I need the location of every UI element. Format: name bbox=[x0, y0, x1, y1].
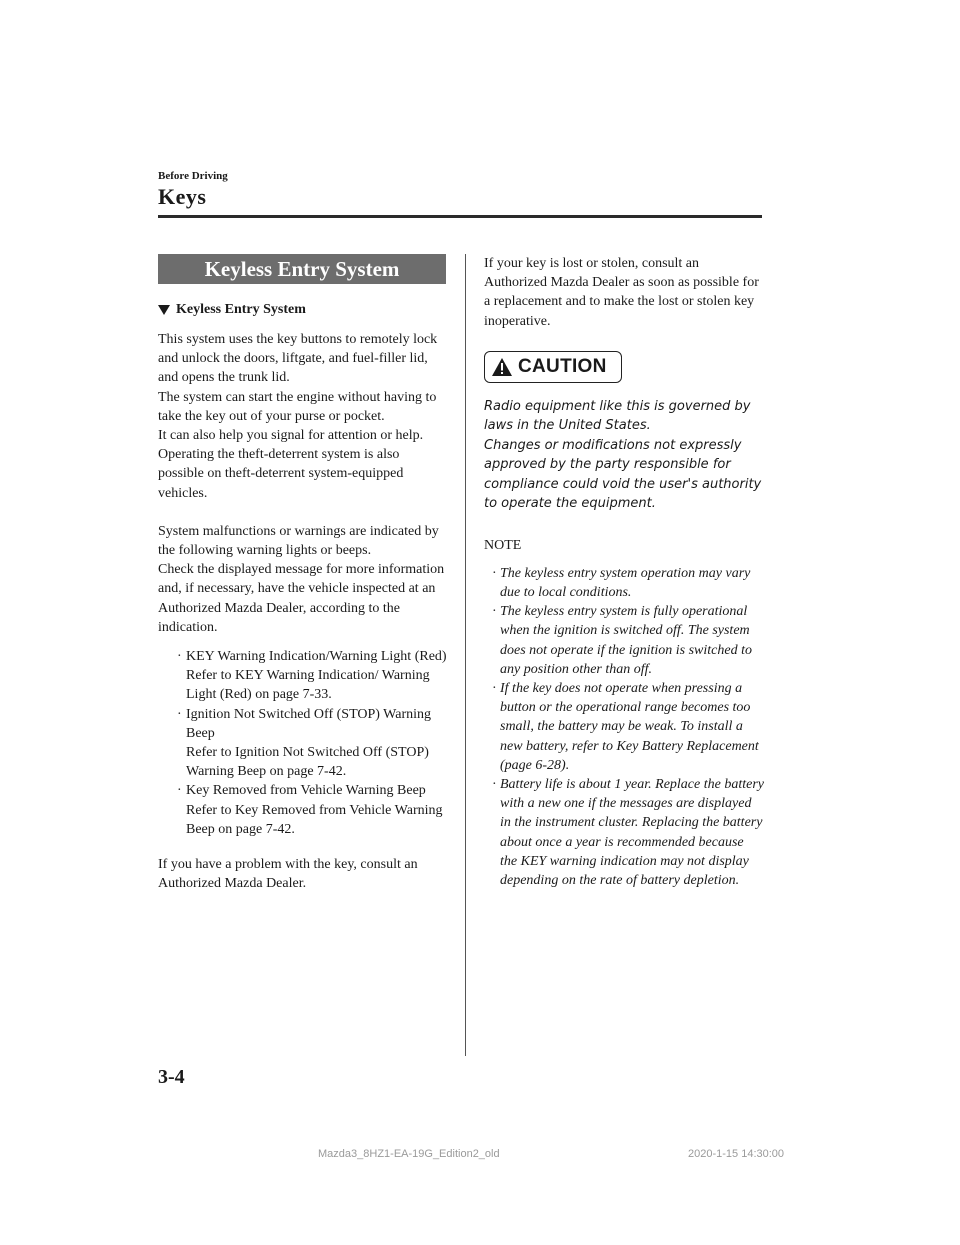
page-reference: Refer to KEY Warning Indication/ Warning Light (Red) on page 7-33. bbox=[186, 668, 430, 703]
chapter-title: Keys bbox=[158, 184, 207, 209]
list-item bbox=[177, 781, 448, 839]
column-divider bbox=[465, 254, 466, 1056]
intro-line-1: This system uses the key buttons to remotely lock and unlock the doors, liftgate, and fuel-filler lid, and opens the trunk lid. bbox=[158, 332, 438, 386]
bullet-dot-icon: · bbox=[177, 706, 182, 722]
page-reference: Refer to Key Removed from Vehicle Warning Beep on page 7-42. bbox=[186, 802, 443, 837]
malfunction-line-2: Check the displayed message for more information and, if necessary, have the vehicle inspected at an Authorized Mazda Dealer, according to the indication. bbox=[158, 562, 445, 635]
closing-paragraph: If you have a problem with the key, consult an Authorized Mazda Dealer. bbox=[158, 857, 418, 892]
list-item bbox=[492, 679, 764, 775]
list-item bbox=[177, 647, 448, 705]
caution-line-1: Radio equipment like this is governed by laws in the United States. bbox=[484, 398, 751, 434]
bullet-dot-icon: · bbox=[177, 783, 182, 799]
caution-box bbox=[484, 351, 622, 383]
caution-text bbox=[484, 397, 764, 514]
bullet-dot-icon: · bbox=[492, 604, 497, 620]
note-list bbox=[484, 564, 764, 890]
bullet-dot-icon: · bbox=[492, 565, 497, 581]
caution-line-2: Changes or modifications not expressly approved by the party responsible for compliance could void the user's authority to operate the equipment. bbox=[484, 437, 762, 512]
note-label: NOTE bbox=[484, 537, 522, 553]
intro-line-4: Operating the theft-deterrent system is also possible on theft-deterrent system-equipped vehicles. bbox=[158, 447, 404, 501]
intro-line-3: It can also help you signal for attention or help. bbox=[158, 428, 424, 444]
note-text: The keyless entry system is fully operational when the ignition is switched off. The system does not operate if the ignition is switched to any position other than off. bbox=[500, 604, 752, 677]
note-text: Battery life is about 1 year. Replace the battery with a new one if the messages are displayed in the instrument cluster. Replacing the battery about once a year is recommended because the KEY warning indication may not display depending on the rate of battery depletion. bbox=[500, 777, 764, 889]
malfunction-line-1: System malfunctions or warnings are indicated by the following warning lights or beeps. bbox=[158, 523, 439, 559]
bullet-dot-icon: · bbox=[177, 649, 182, 665]
triangle-down-icon bbox=[158, 305, 170, 315]
page-number: 3-4 bbox=[158, 1066, 185, 1088]
left-column bbox=[158, 254, 448, 893]
list-item-title: Key Removed from Vehicle Warning Beep bbox=[186, 783, 426, 799]
intro-line-2: The system can start the engine without having to take the key out of your purse or pocket. bbox=[158, 389, 437, 424]
header-rule bbox=[158, 215, 762, 218]
footer-timestamp: 2020-1-15 14:30:00 bbox=[688, 1148, 785, 1160]
list-item bbox=[492, 775, 764, 890]
list-item-title: Ignition Not Switched Off (STOP) Warning Beep bbox=[186, 706, 432, 741]
caution-label: CAUTION bbox=[518, 355, 607, 377]
right-column bbox=[484, 254, 764, 890]
note-text: If the key does not operate when pressing a button or the operational range becomes too small, the battery may be weak. To install a new battery, refer to Key Battery Replacement (page 6-28). bbox=[500, 681, 759, 773]
list-item bbox=[177, 705, 448, 782]
note-text: The keyless entry system operation may vary due to local conditions. bbox=[500, 565, 751, 601]
subhead bbox=[158, 302, 448, 318]
section-label: Before Driving bbox=[158, 170, 228, 182]
bullet-dot-icon: · bbox=[492, 681, 497, 697]
list-item bbox=[492, 564, 764, 602]
list-item bbox=[492, 602, 764, 679]
subhead-text: Keyless Entry System bbox=[176, 302, 306, 317]
intro-paragraph bbox=[158, 330, 448, 503]
malfunction-paragraph bbox=[158, 522, 448, 637]
warning-triangle-icon bbox=[491, 357, 513, 377]
lost-key-paragraph: If your key is lost or stolen, consult an Authorized Mazda Dealer as soon as possible for a replacement and to make the lost or stolen key inoperative. bbox=[484, 256, 759, 329]
list-item-title: KEY Warning Indication/Warning Light (Red) bbox=[186, 649, 447, 665]
warning-list bbox=[158, 647, 448, 839]
page-reference: Refer to Ignition Not Switched Off (STOP) Warning Beep on page 7-42. bbox=[186, 745, 429, 780]
bullet-dot-icon: · bbox=[492, 777, 497, 793]
section-banner: Keyless Entry System bbox=[158, 254, 446, 284]
footer-file-id: Mazda3_8HZ1-EA-19G_Edition2_old bbox=[318, 1148, 500, 1160]
